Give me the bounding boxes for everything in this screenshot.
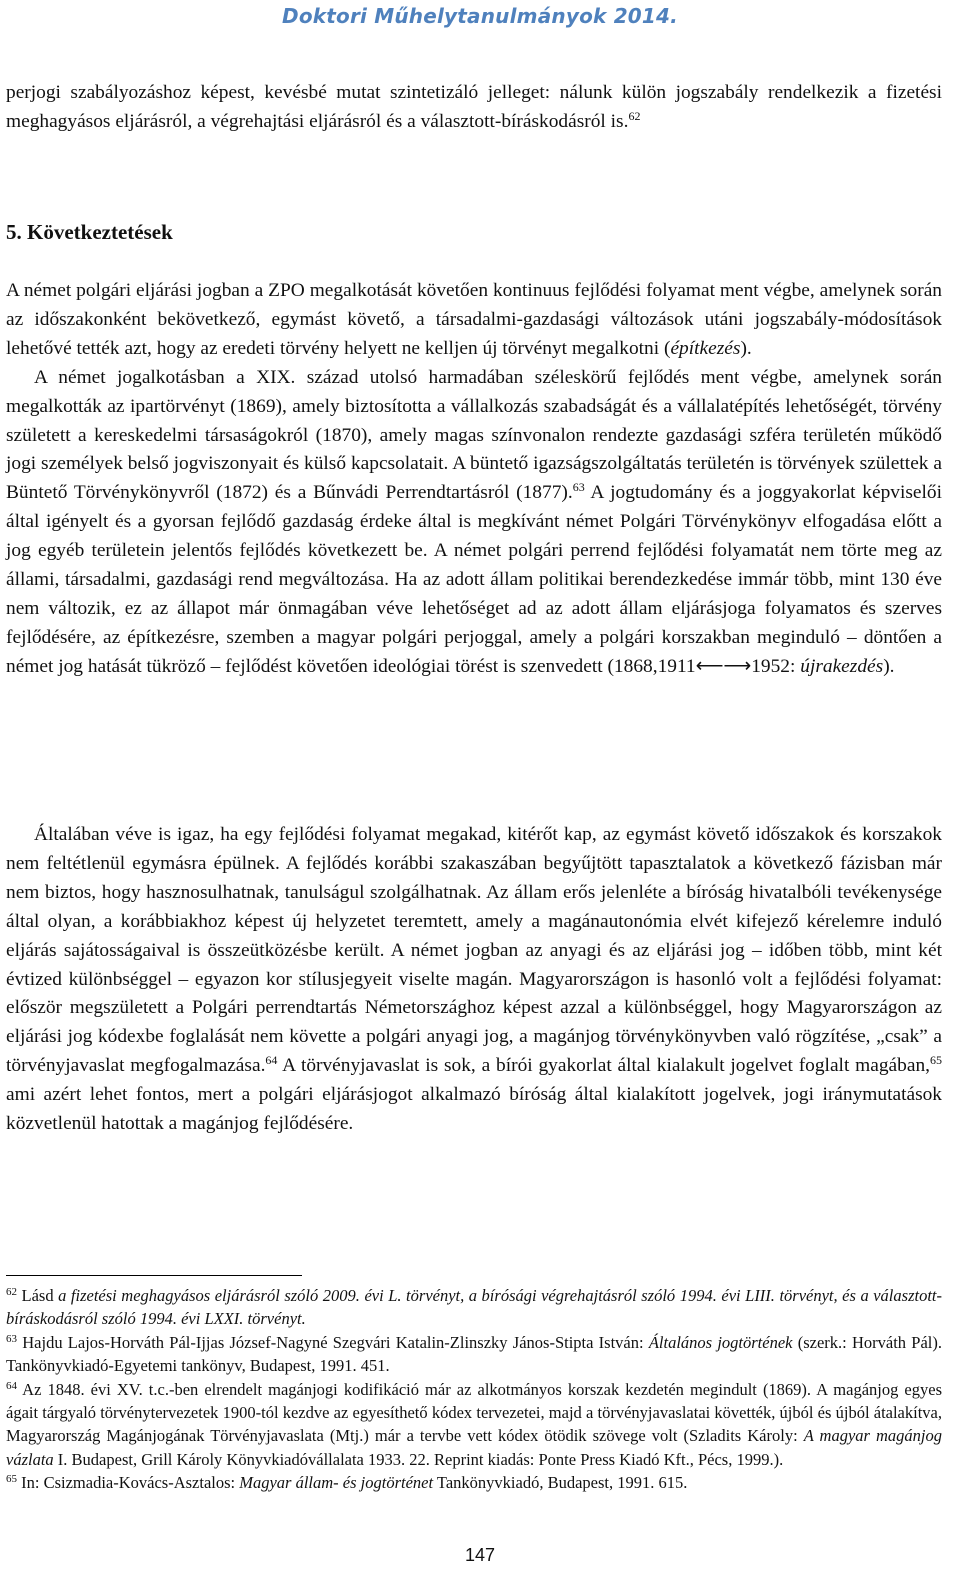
paragraph-3 <box>6 821 942 1139</box>
footnote-separator <box>6 1275 302 1276</box>
intro-paragraph <box>6 78 942 136</box>
footnote-italic: Általános jogtörtének <box>648 1332 793 1352</box>
footnote-63 <box>6 1331 942 1378</box>
footnote-text: (szerk.: Horváth Pál). Tankönyvkiadó-Egyetemi tankönyv, Budapest, 1991. 451. <box>6 1332 942 1376</box>
footnote-text: In: Csizmadia-Kovács-Asztalos: <box>17 1473 240 1493</box>
paragraph-2-text: A német jogalkotásban a XIX. század utolsó harmadában széleskörű fejlődés ment végbe, amelynek során megalkották az ipartörvényt (1869), amely biztosította a vállalkozás szabadságát és a vállalatépítés lehetőségét, törvény született a kereskedelmi társaságokról (1870), amely magas színvonalon rendezte gazdasági szféra területén működő jogi személyek belső jogviszonyait és külső kapcsolatait. A büntető igazságszolgáltatás területén is törvények születtek a Büntető Törvénykönyvről (1872) és a Bűnvádi Perrendtartásról (1877). <box>6 366 942 504</box>
page-number: 147 <box>464 1545 496 1565</box>
paragraph-1-end: ). <box>740 337 752 359</box>
footnote-64 <box>6 1378 942 1472</box>
footnote-italic: Magyar állam- és jogtörténet <box>239 1473 434 1493</box>
footnote-number: 62 <box>6 1286 17 1298</box>
italic-term: újrakezdés <box>800 655 884 677</box>
footnote-italic: A magyar magánjog vázlata <box>6 1426 942 1469</box>
paragraph-2-end: ). <box>883 655 895 677</box>
footnote-ref-63[interactable]: 63 <box>572 480 585 495</box>
footnote-italic: a fizetési meghagyásos eljárásról szóló 2009. évi L. törvényt, a bírósági végrehajtásról szóló 1994. évi LIII. törvényt, és a választott-bíráskodásról szóló 1994. évi LXXI. törvényt. <box>6 1286 942 1329</box>
footnote-text: Tankönyvkiadó, Budapest, 1991. 615. <box>433 1473 688 1493</box>
footnote-text: Lásd <box>17 1286 59 1305</box>
footnote-ref-64[interactable]: 64 <box>265 1053 278 1068</box>
footnotes <box>6 1284 942 1495</box>
footnote-65 <box>6 1471 942 1494</box>
paragraph-3-end: ami azért lehet fontos, mert a polgári eljárásjogot alkalmazó bíróság által kialakított jogelvek, jogi iránymutatások közvetlenül hatottak a magánjog fejlődésére. <box>6 1084 942 1135</box>
footnote-62 <box>6 1284 942 1331</box>
footnote-text: Az 1848. évi XV. t.c.-ben elrendelt magánjogi kodifikáció már az alkotmányos korszak kezdetén megindult (1869). A magánjog egyes ágait tárgyaló törvénytervezetek 1900-tól kezdve az egyesíthető kódex tervezetei, majd a törvényjavaslatai követték, újból és újból átalakítva, Magyarország Magánjogának Törvényjavaslata (Mtj.) már a tervbe vett kódex ötödik szövege volt (Szladits Károly: <box>6 1379 942 1446</box>
paragraph-3-text: Általában véve is igaz, ha egy fejlődési folyamat megakad, kitérőt kap, az egymást követő időszakok és korszakok nem feltétlenül egymásra épülnek. A fejlődés korábbi szakaszában begyűjtött tapasztalatok a következő fázisban már nem biztos, hogy hasznosulhatnak, tanulságul szolgálhatnak. Az állam erős jelenléte a bíróság hivatalbóli tevékenysége által olyan, a korábbiakhoz képest új helyzetet teremtett, amely a magánautonómia elvét kifejező kérelemre induló eljárás sajátosságaival is összeütközésbe került. A német jogban az anyagi és az eljárási jog – időben több, mint két évtized különbséggel – egyazon kor stílusjegyeit viselte magán. Magyarországon is hasonló volt a fejlődési folyamat: először megszületett a Polgári perrendtartás Németországhoz képest azzal a különbséggel, hogy Magyarországon az eljárási jog kódexbe foglalását nem követte a polgári anyagi jog, a magánjog törvénykönyvben való rögzítése, „csak” a törvényjavaslat megfogalmazása. <box>6 824 942 1077</box>
paragraph-2 <box>6 364 942 682</box>
paragraph-1 <box>6 277 942 364</box>
footnote-number: 63 <box>6 1332 17 1345</box>
italic-term: építkezés <box>670 337 741 359</box>
paragraph-3-text-cont: A törvényjavaslat is sok, a bírói gyakorlat által kialakult jogelvet foglalt magában, <box>277 1055 930 1077</box>
footnote-ref-65[interactable]: 65 <box>930 1053 942 1068</box>
paragraph-3-block <box>6 821 942 1139</box>
footnote-number: 64 <box>6 1379 17 1392</box>
main-paragraphs <box>6 277 942 682</box>
footnote-ref-62[interactable]: 62 <box>628 109 641 123</box>
footnote-text: Hajdu Lajos-Horváth Pál-Ijjas József-Nagyné Szegvári Katalin-Zlinszky János-Stipta István: <box>17 1332 649 1352</box>
section-heading: 5. Következtetések <box>6 220 173 244</box>
running-header: Doktori Műhelytanulmányok 2014. <box>282 4 678 28</box>
intro-text: perjogi szabályozáshoz képest, kevésbé mutat szintetizáló jelleget: nálunk külön jogszabály rendelkezik a fizetési meghagyásos eljárásról, a végrehajtási eljárásról és a választott-bíráskodásról is. <box>6 82 942 132</box>
footnote-text: I. Budapest, Grill Károly Könyvkiadóvállalata 1933. 22. Reprint kiadás: Ponte Press Kiadó Kft., Pécs, 1999.). <box>53 1449 784 1469</box>
footnote-number: 65 <box>6 1473 17 1486</box>
paragraph-2-text-cont: A jogtudomány és a joggyakorlat képviselői által igényelt és a gyorsan fejlődő gazdaság érdeke által is megkívánt német Polgári Törvénykönyv elfogadása előtt a jog egyéb területein jelentős fejlődés következett be. A német polgári perrend fejlődési folyamatát nem törte meg az állami, társadalmi, gazdasági rend megváltozása. Ha az adott állam politikai berendezkedése immár több, mint 130 éve nem változik, ez az állapot már önmagában véve lehetőséget ad az adott állam eljárásjoga folyamatos és szerves fejlődésére, az építkezésre, szemben a magyar polgári perjoggal, amely a polgári korszakban meginduló – döntően a német jog hatását tükröző – fejlődést követően ideológiai törést is szenvedett (1868,1911⟵⟶1952: <box>6 482 942 677</box>
paragraph-1-text: A német polgári eljárási jogban a ZPO megalkotását követően kontinuus fejlődési folyamat ment végbe, amelynek során az időszakonként bekövetkező, egymást követő, a társadalmi-gazdasági változások utáni jogszabály-módosítások lehetővé tették azt, hogy az eredeti törvény helyett ne kelljen új törvényt megalkotni ( <box>6 280 942 359</box>
